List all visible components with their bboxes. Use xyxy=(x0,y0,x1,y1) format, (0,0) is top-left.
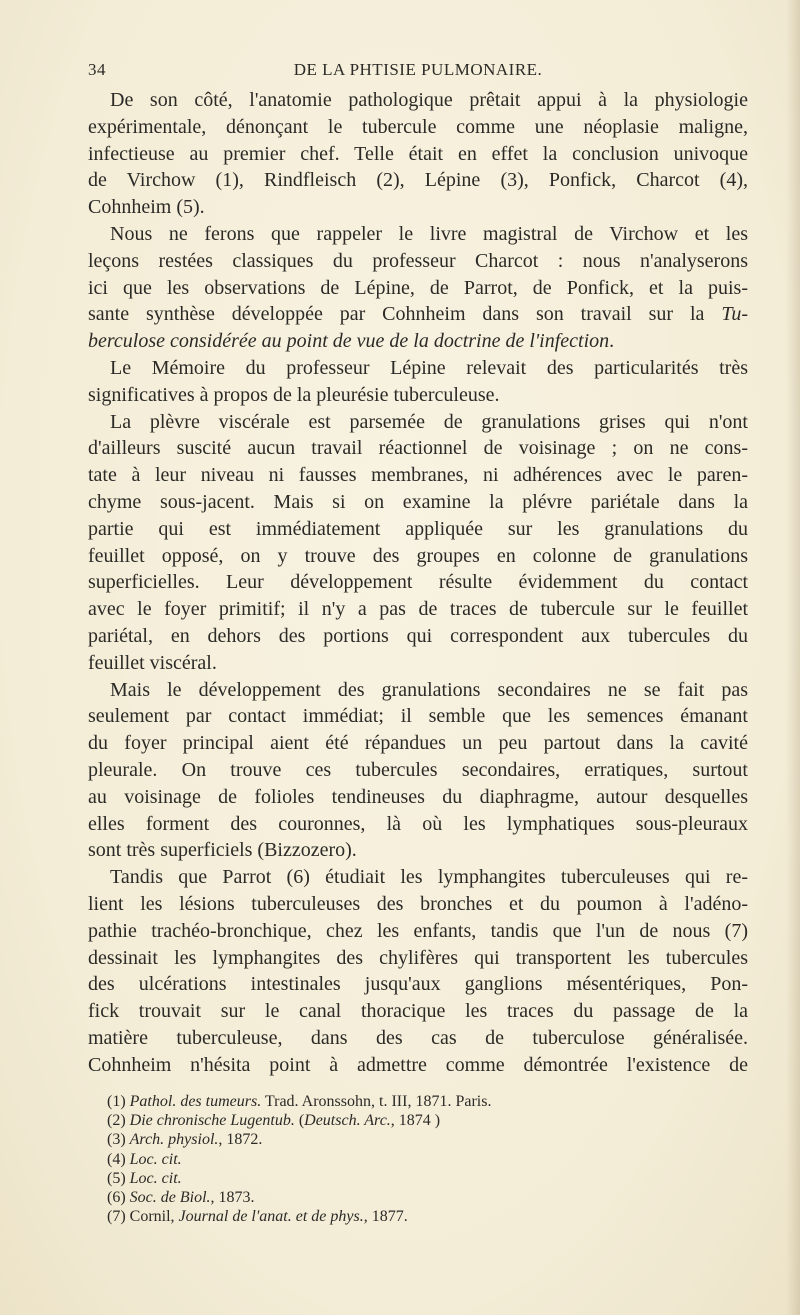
text-line xyxy=(88,355,748,382)
italic-text: Journal de l'anat. et de phys. xyxy=(178,1208,364,1226)
text-segment: ( xyxy=(294,1112,305,1130)
text-segment: de Virchow (1), Rindfleisch (2), Lépine (3), Ponfick, Charcot (4), xyxy=(88,169,748,192)
text-line xyxy=(88,891,748,918)
italic-text: Loc. cit. xyxy=(129,1169,182,1187)
footnote xyxy=(107,1188,707,1207)
footnote xyxy=(107,1111,707,1130)
text-line xyxy=(88,730,748,757)
text-segment: ici que les observations de Lépine, de Parrot, de Ponfick, et la puis- xyxy=(88,276,748,299)
text-segment: Trad. Aronssohn, t. III, 1871. Paris. xyxy=(261,1093,492,1110)
text-line xyxy=(88,596,748,623)
text-segment: , 1872. xyxy=(218,1131,263,1149)
text-segment: matière tuberculeuse, dans des cas de tuberculose généralisée. xyxy=(88,1026,748,1049)
text-segment: seulement par contact immédiat; il semble que les semences émanant xyxy=(88,705,748,728)
footnote xyxy=(107,1169,707,1188)
text-segment: partie qui est immédiatement appliquée sur les granulations du xyxy=(88,517,748,540)
text-line xyxy=(88,945,748,972)
text-segment: fick trouvait sur le canal thoracique les traces du passage de la xyxy=(88,1000,748,1023)
text-line xyxy=(88,971,748,998)
text-segment: avec le foyer primitif; il n'y a pas de traces de tubercule sur le feuillet xyxy=(88,598,748,621)
page-number: 34 xyxy=(88,60,106,79)
text-line xyxy=(88,757,748,784)
text-segment: lient les lésions tuberculeuses des bronches et du poumon à l'adéno- xyxy=(88,892,748,915)
text-line xyxy=(88,784,748,811)
text-line xyxy=(88,543,748,570)
text-line xyxy=(88,221,748,248)
footnote xyxy=(107,1130,707,1149)
text-segment: leçons restées classiques du professeur Charcot : nous n'analyserons xyxy=(88,249,748,272)
text-line xyxy=(88,703,748,730)
text-line xyxy=(88,569,748,596)
text-line xyxy=(88,650,748,677)
text-line xyxy=(88,194,748,221)
text-line xyxy=(88,409,748,436)
text-segment: (1) xyxy=(107,1093,130,1110)
italic-text: Die chronische Lugentub. xyxy=(129,1112,295,1130)
italic-text: berculose considérée au point de vue de la doctrine de l'infection xyxy=(88,330,610,353)
text-segment: significatives à propos de la pleurésie tuberculeuse. xyxy=(88,383,500,406)
text-line xyxy=(88,87,748,114)
text-segment: . xyxy=(609,330,615,353)
text-segment: des ulcérations intestinales jusqu'aux ganglions mésentériques, Pon- xyxy=(88,973,748,996)
text-segment: pleurale. On trouve ces tubercules secondaires, erratiques, surtout xyxy=(88,758,748,781)
text-segment: La plèvre viscérale est parsemée de granulations grises qui n'ont xyxy=(110,410,748,433)
italic-text: Pathol. des tumeurs. xyxy=(129,1093,262,1110)
text-segment: , 1874 ) xyxy=(390,1112,441,1130)
text-segment: pathie trachéo-bronchique, chez les enfants, tandis que l'un de nous (7) xyxy=(88,919,748,942)
text-line xyxy=(88,462,748,489)
text-segment: tate à leur niveau ni fausses membranes, ni adhérences avec le paren- xyxy=(88,464,748,487)
text-line xyxy=(88,918,748,945)
text-line xyxy=(88,489,748,516)
text-segment: Le Mémoire du professeur Lépine relevait des particularités très xyxy=(110,356,748,379)
footnote xyxy=(107,1207,707,1226)
text-line xyxy=(88,328,748,355)
italic-text: Arch. physiol. xyxy=(129,1131,219,1149)
text-line xyxy=(88,248,748,275)
text-line xyxy=(88,275,748,302)
page-edge-shadow xyxy=(786,0,800,1315)
text-line xyxy=(88,837,748,864)
text-segment: expérimentale, dénonçant le tubercule comme une néoplasie maligne, xyxy=(88,115,748,138)
text-segment: De son côté, l'anatomie pathologique prêtait appui à la physiologie xyxy=(110,89,748,111)
text-line xyxy=(88,516,748,543)
text-line xyxy=(88,167,748,194)
text-line xyxy=(88,998,748,1025)
footnotes xyxy=(107,1092,707,1226)
text-segment: Mais le développement des granulations secondaires ne se fait pas xyxy=(110,678,748,701)
text-line xyxy=(88,435,748,462)
text-segment: chyme sous-jacent. Mais si on examine la plévre pariétale dans la xyxy=(88,490,748,513)
text-line xyxy=(88,301,748,328)
text-line xyxy=(88,1025,748,1052)
text-line xyxy=(88,864,748,891)
text-segment: elles forment des couronnes, là où les lymphatiques sous-pleuraux xyxy=(88,812,748,835)
text-segment: (2) xyxy=(107,1112,130,1130)
text-line xyxy=(88,141,748,168)
page-header xyxy=(88,60,748,82)
text-segment: infectieuse au premier chef. Telle était en effet la conclusion univoque xyxy=(88,142,748,165)
text-segment: feuillet viscéral. xyxy=(88,651,217,674)
text-segment: Tandis que Parrot (6) étudiait les lymphangites tuberculeuses qui re- xyxy=(110,866,748,889)
text-segment: Cohnheim (5). xyxy=(88,196,205,219)
text-segment: Nous ne ferons que rappeler le livre magistral de Virchow et les xyxy=(110,222,748,245)
text-line xyxy=(88,114,748,141)
text-line xyxy=(88,677,748,704)
running-title: DE LA PHTISIE PULMONAIRE. xyxy=(293,60,543,79)
body-text xyxy=(88,87,748,1078)
text-line xyxy=(88,382,748,409)
text-segment: pariétal, en dehors des portions qui correspondent aux tubercules du xyxy=(88,624,748,647)
text-segment: dessinait les lymphangites des chylifères qui transportent les tubercules xyxy=(88,946,748,969)
text-segment: , 1873. xyxy=(210,1188,255,1206)
italic-text: Soc. de Biol. xyxy=(129,1188,211,1206)
text-segment: sont très superficiels (Bizzozero). xyxy=(88,839,357,862)
text-segment: , 1877. xyxy=(363,1208,408,1226)
text-segment: sante synthèse développée par Cohnheim dans son travail sur la xyxy=(88,303,722,326)
italic-text: Deutsch. Arc. xyxy=(304,1112,391,1130)
text-segment: (6) xyxy=(107,1188,130,1206)
text-segment: Cohnheim n'hésita point à admettre comme démontrée l'existence de xyxy=(88,1053,748,1076)
italic-text: Tu- xyxy=(721,303,748,326)
text-segment: (7) Cornil, xyxy=(107,1208,179,1226)
text-segment: au voisinage de folioles tendineuses du diaphragme, autour desquelles xyxy=(88,785,748,808)
text-segment: (4) xyxy=(107,1150,130,1168)
italic-text: Loc. cit. xyxy=(129,1150,182,1168)
text-segment: superficielles. Leur développement résulte évidemment du contact xyxy=(88,571,748,594)
footnote xyxy=(107,1150,707,1169)
text-segment: feuillet opposé, on y trouve des groupes en colonne de granulations xyxy=(88,544,748,567)
footnote xyxy=(107,1092,707,1111)
text-line xyxy=(88,623,748,650)
text-segment: (3) xyxy=(107,1131,130,1149)
text-line xyxy=(88,1052,748,1079)
text-segment: (5) xyxy=(107,1169,130,1187)
text-line xyxy=(88,811,748,838)
text-segment: du foyer principal aient été répandues un peu partout dans la cavité xyxy=(88,732,748,755)
text-segment: d'ailleurs suscité aucun travail réactionnel de voisinage ; on ne cons- xyxy=(88,437,748,460)
